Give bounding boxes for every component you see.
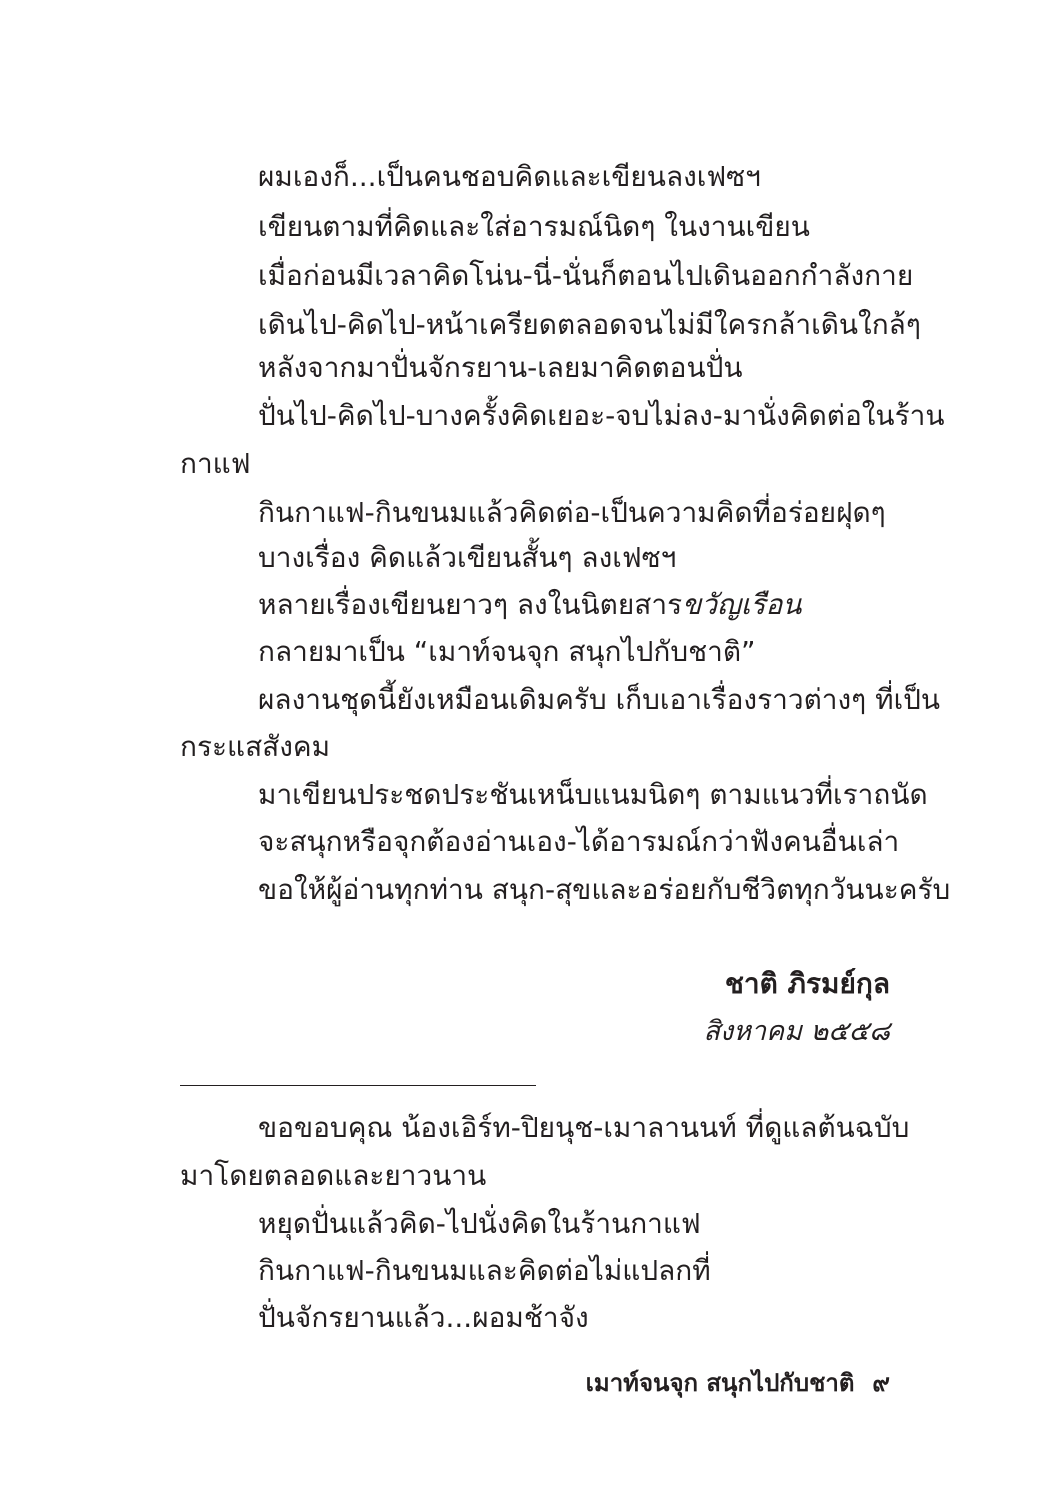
note-line: ปั่นจักรยานแล้ว...ผอมช้าจัง — [258, 1301, 589, 1334]
body-line: ผมเองก็...เป็นคนชอบคิดและเขียนลงเฟซฯ — [258, 160, 761, 193]
body-line: จะสนุกหรือจุกต้องอ่านเอง-ได้อารมณ์กว่าฟังคนอื่นเล่า — [258, 825, 900, 858]
page-footer — [586, 1365, 890, 1401]
body-line: กระแสสังคม — [180, 730, 331, 763]
magazine-title: ขวัญเรือน — [682, 588, 802, 621]
page-number: ๙ — [872, 1369, 890, 1397]
running-title: เมาท์จนจุก สนุกไปกับชาติ — [585, 1369, 855, 1397]
body-line: เมื่อก่อนมีเวลาคิดโน่น-นี่-นั่นก็ตอนไปเดินออกกำลังกาย — [258, 259, 914, 292]
note-line: หยุดปั่นแล้วคิด-ไปนั่งคิดในร้านกาแฟ — [258, 1207, 701, 1240]
note-line: กินกาแฟ-กินขนมและคิดต่อไม่แปลกที่ — [258, 1254, 711, 1287]
body-line: มาเขียนประชดประชันเหน็บแนมนิดๆ ตามแนวที่เราถนัด — [258, 778, 928, 811]
body-line: ผลงานชุดนี้ยังเหมือนเดิมครับ เก็บเอาเรื่องราวต่างๆ ที่เป็น — [258, 683, 941, 716]
note-line: ขอขอบคุณ น้องเอิร์ท-ปิยนุช-เมาลานนท์ ที่ดูแลต้นฉบับ — [258, 1111, 910, 1144]
body-line: กาแฟ — [180, 447, 251, 480]
body-line: หลังจากมาปั่นจักรยาน-เลยมาคิดตอนปั่น — [258, 351, 743, 384]
body-line: ปั่นไป-คิดไป-บางครั้งคิดเยอะ-จบไม่ลง-มานั่งคิดต่อในร้าน — [258, 399, 945, 432]
body-line: เดินไป-คิดไป-หน้าเครียดตลอดจนไม่มีใครกล้าเดินใกล้ๆ — [258, 308, 921, 341]
body-line: ขอให้ผู้อ่านทุกท่าน สนุก-สุขและอร่อยกับชีวิตทุกวันนะครับ — [258, 873, 951, 906]
body-line: กินกาแฟ-กินขนมแล้วคิดต่อ-เป็นความคิดที่อร่อยฝุดๆ — [258, 496, 886, 529]
note-line: มาโดยตลอดและยาวนาน — [180, 1159, 487, 1192]
body-line: เขียนตามที่คิดและใส่อารมณ์นิดๆ ในงานเขียน — [258, 210, 810, 243]
author-name: ชาติ ภิรมย์กุล — [724, 967, 890, 1000]
body-line — [258, 585, 801, 625]
signature-date: สิงหาคม ๒๕๕๘ — [703, 1016, 890, 1047]
body-line: บางเรื่อง คิดแล้วเขียนสั้นๆ ลงเฟซฯ — [258, 541, 677, 574]
footnote-divider — [180, 1085, 536, 1086]
body-line: กลายมาเป็น “เมาท์จนจุก สนุกไปกับชาติ” — [258, 635, 756, 668]
body-line-text: หลายเรื่องเขียนยาวๆ ลงในนิตยสาร — [258, 588, 683, 621]
